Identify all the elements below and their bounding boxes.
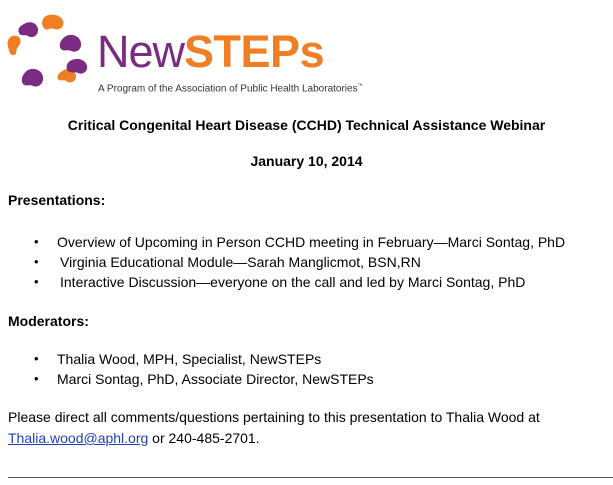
list-item-text: Overview of Upcoming in Person CCHD meeting in February—Marci Sontag, PhD [57,234,566,250]
presentations-heading: Presentations: [8,192,106,208]
list-item-text: Interactive Discussion—everyone on the call and led by Marci Sontag, PhD [60,274,526,290]
brand-name [97,28,324,76]
contact-email-link[interactable]: Thalia.wood@aphl.org [8,430,149,446]
brand-tagline [98,83,363,94]
bullet-icon: • [34,234,39,249]
brand-name-new: New [97,26,185,77]
trademark-mark: ™ [357,83,363,89]
moderators-heading: Moderators: [8,313,89,329]
newsteps-logo-icon [6,12,94,92]
document-date: January 10, 2014 [250,153,363,169]
bullet-icon: • [34,351,39,366]
divider-line [8,477,613,478]
bullet-icon: • [34,254,39,269]
list-item-text: Marci Sontag, PhD, Associate Director, NewSTEPs [57,371,374,387]
list-item-text: Thalia Wood, MPH, Specialist, NewSTEPs [57,351,322,367]
brand-name-steps: STEPs [184,26,325,77]
document-title: Critical Congenital Heart Disease (CCHD) Technical Assistance Webinar [67,117,546,133]
list-item-text: Virginia Educational Module—Sarah Manglicmot, BSN,RN [60,254,421,270]
contact-paragraph [8,407,608,449]
bullet-icon: • [34,274,39,289]
contact-text: Please direct all comments/questions pertaining to this presentation to Thalia Wood at [8,409,540,425]
bullet-icon: • [34,371,39,386]
contact-phone-text: or 240-485-2701. [148,430,260,446]
brand-tagline-text: A Program of the Association of Public Health Laboratories [98,83,358,95]
